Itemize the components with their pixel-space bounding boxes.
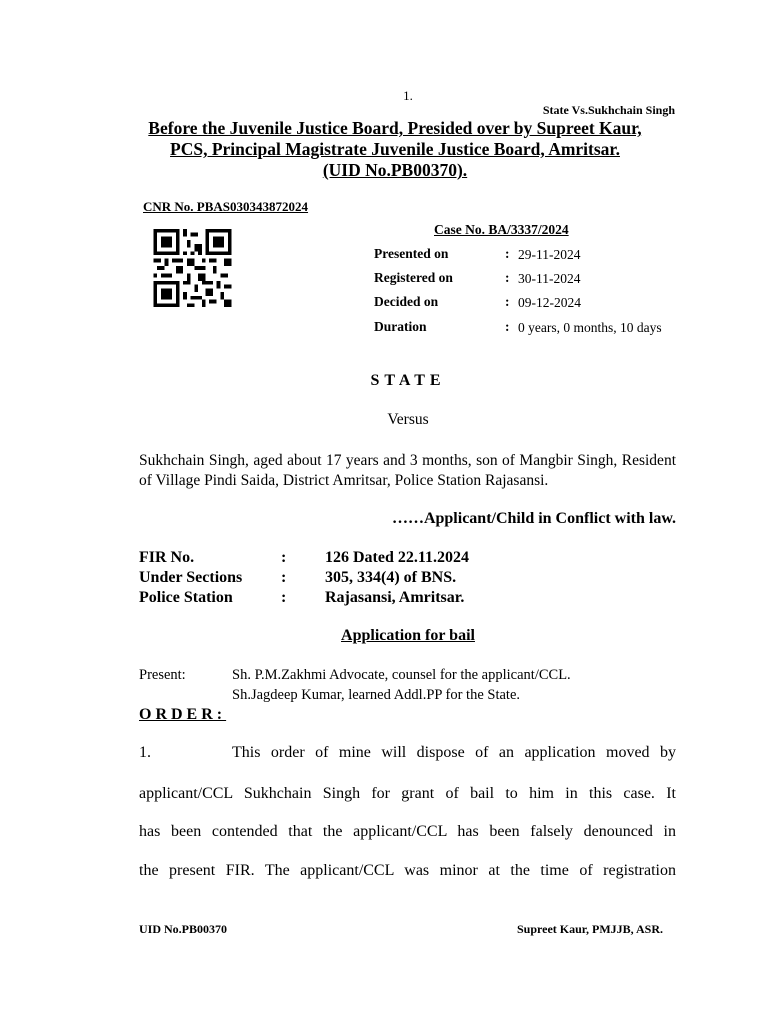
registered-on-label: Registered on <box>374 270 453 285</box>
page-number: 1. <box>403 88 413 103</box>
decided-on-label: Decided on <box>374 294 439 309</box>
duration-value: 0 years, 0 months, 10 days <box>518 320 662 335</box>
order-line-1: This order of mine will dispose of an application moved by <box>232 744 676 761</box>
duration-colon: : <box>505 319 510 334</box>
duration-label: Duration <box>374 319 427 334</box>
application-title: Application for bail <box>341 627 475 644</box>
present-line-1: Sh. P.M.Zakhmi Advocate, counsel for the applicant/CCL. <box>232 667 571 683</box>
qr-code-icon <box>150 229 235 307</box>
order-line-3: has been contended that the applicant/CCL has been falsely denounced in <box>139 823 676 840</box>
order-heading: ORDER: <box>139 706 227 723</box>
fir-no-value: 126 Dated 22.11.2024 <box>325 549 469 566</box>
fir-no-label: FIR No. <box>139 549 195 566</box>
order-line-2: applicant/CCL Sukhchain Singh for grant of bail to him in this case. It <box>139 785 676 802</box>
footer-uid: UID No.PB00370 <box>139 922 228 936</box>
versus-label: Versus <box>387 411 429 428</box>
present-line-2: Sh.Jagdeep Kumar, learned Addl.PP for the State. <box>232 687 521 703</box>
court-heading-line-3: (UID No.PB00370). <box>322 160 468 180</box>
police-station-value: Rajasansi, Amritsar. <box>325 589 465 606</box>
presented-on-label: Presented on <box>374 246 449 261</box>
registered-on-colon: : <box>505 270 510 285</box>
sections-colon: : <box>281 569 287 586</box>
decided-on-value: 09-12-2024 <box>518 295 581 310</box>
party-state: STATE <box>370 372 446 389</box>
presented-on-value: 29-11-2024 <box>518 247 581 262</box>
case-number: Case No. BA/3337/2024 <box>434 222 569 237</box>
court-heading-line-2: PCS, Principal Magistrate Juvenile Justice Board, Amritsar. <box>170 139 620 159</box>
sections-label: Under Sections <box>139 569 243 586</box>
accused-details: Sukhchain Singh, aged about 17 years and 3 months, son of Mangbir Singh, Resident of Village Pindi Saida, District Amritsar, Police Station Rajasansi. <box>139 452 676 489</box>
sections-value: 305, 334(4) of BNS. <box>325 569 457 586</box>
court-heading-line-1: Before the Juvenile Justice Board, Presided over by Supreet Kaur, <box>148 118 642 138</box>
running-title: State Vs.Sukhchain Singh <box>542 103 675 117</box>
footer-signature: Supreet Kaur, PMJJB, ASR. <box>516 922 663 936</box>
presented-on-colon: : <box>505 246 510 261</box>
court-heading <box>100 118 690 181</box>
accused-role: ……Applicant/Child in Conflict with law. <box>391 510 676 527</box>
present-label: Present: <box>139 667 186 683</box>
registered-on-value: 30-11-2024 <box>518 271 581 286</box>
decided-on-colon: : <box>505 294 510 309</box>
police-station-colon: : <box>281 589 287 606</box>
police-station-label: Police Station <box>139 589 233 606</box>
fir-no-colon: : <box>281 549 287 566</box>
paragraph-number: 1. <box>139 744 151 761</box>
order-line-4: the present FIR. The applicant/CCL was minor at the time of registration <box>139 862 676 879</box>
cnr-number: CNR No. PBAS030343872024 <box>143 199 309 214</box>
